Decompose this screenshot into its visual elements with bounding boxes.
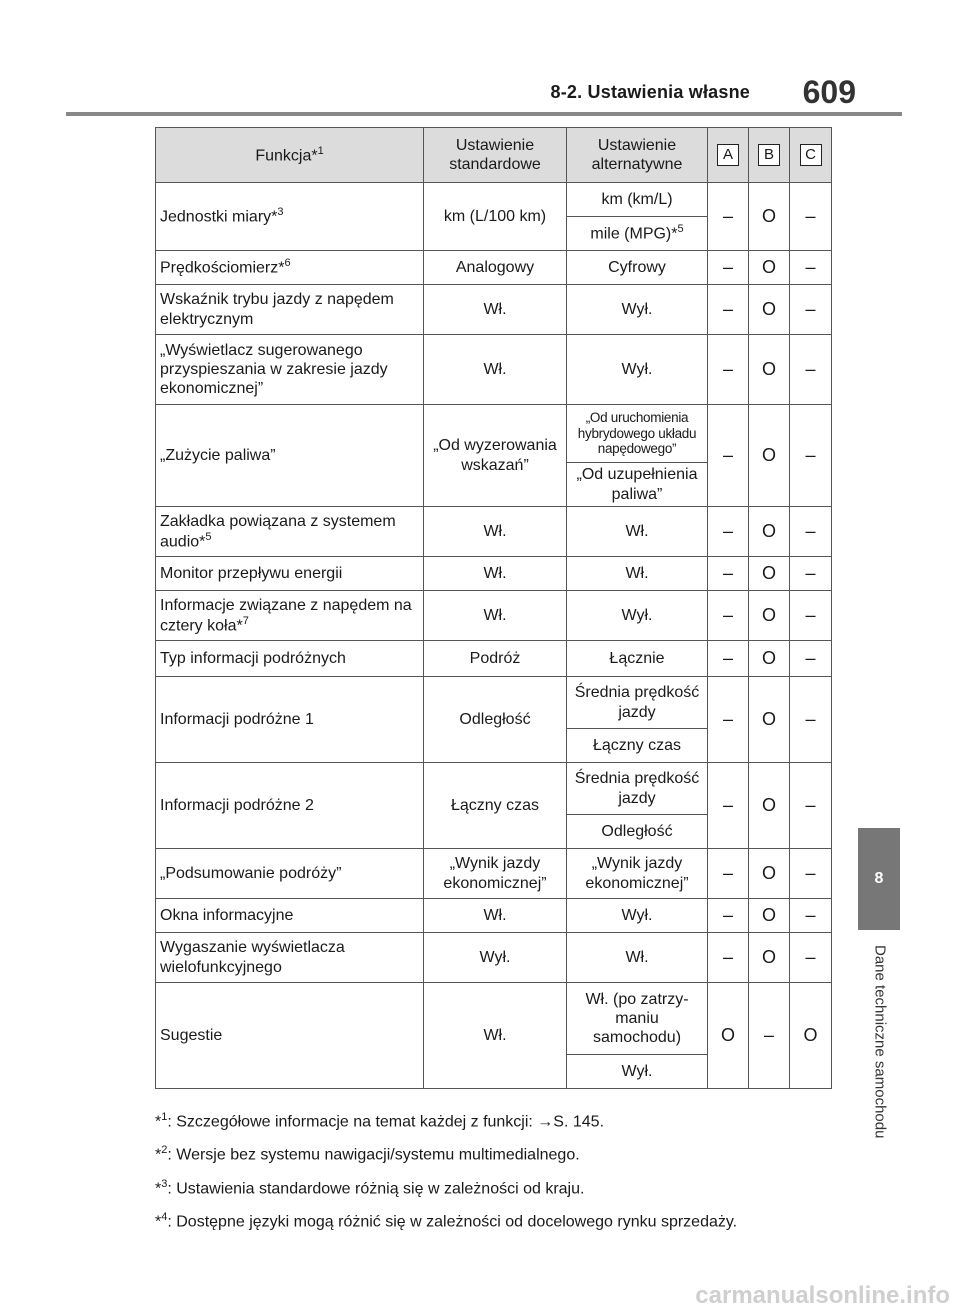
col-b-mark: O xyxy=(749,405,790,507)
header-b: B xyxy=(749,128,790,183)
default-cell: Podróż xyxy=(424,641,567,677)
table-row xyxy=(156,405,832,463)
header-c: C xyxy=(790,128,832,183)
table-row xyxy=(156,507,832,557)
alt-cell: Łącznie xyxy=(567,641,708,677)
chapter-side-label xyxy=(860,945,900,1165)
col-a-mark: – xyxy=(708,285,749,335)
default-cell: Wł. xyxy=(424,983,567,1089)
col-c-mark: – xyxy=(790,933,832,983)
col-a-mark: – xyxy=(708,507,749,557)
alt-cell: km (km/L) xyxy=(567,183,708,217)
col-c-mark: – xyxy=(790,251,832,285)
function-cell: Typ informacji podróżnych xyxy=(156,641,424,677)
settings-table xyxy=(155,127,832,1089)
col-b-mark: O xyxy=(749,849,790,899)
col-c-mark: – xyxy=(790,763,832,849)
col-b-mark: O xyxy=(749,335,790,405)
table-row xyxy=(156,591,832,641)
col-c-mark: – xyxy=(790,557,832,591)
function-cell: Informacji podróżne 2 xyxy=(156,763,424,849)
col-a-mark: – xyxy=(708,591,749,641)
footnotes xyxy=(155,1103,845,1236)
col-b-mark: O xyxy=(749,677,790,763)
alt-cell: „Od uruchomienia hybrydowego układu napędowego” xyxy=(567,405,708,463)
alt-cell: Odległość xyxy=(567,815,708,849)
alt-cell: Wył. xyxy=(567,335,708,405)
function-cell: Wygaszanie wyświetlacza wielofunkcyjnego xyxy=(156,933,424,983)
function-cell: Informacji podróżne 1 xyxy=(156,677,424,763)
col-b-mark: O xyxy=(749,899,790,933)
alt-cell: Wył. xyxy=(567,899,708,933)
default-cell: „Od wyzerowania wskazań” xyxy=(424,405,567,507)
col-b-mark: O xyxy=(749,507,790,557)
table-row xyxy=(156,285,832,335)
col-a-mark: – xyxy=(708,763,749,849)
function-cell: Monitor przepływu energii xyxy=(156,557,424,591)
default-cell: „Wynik jazdy ekonomicznej” xyxy=(424,849,567,899)
page-header xyxy=(0,0,960,120)
chapter-title: Dane techniczne samochodu xyxy=(871,945,889,1139)
table-row xyxy=(156,849,832,899)
footnote-2: *$^2$: Wersje bez systemu nawigacji/systemu multimedialnego. xyxy=(155,1144,580,1164)
default-cell: Wł. xyxy=(424,899,567,933)
footnote-3: *$^3$: Ustawienia standardowe różnią się w zależności od kraju. xyxy=(155,1177,585,1197)
watermark: carmanualsonline.info xyxy=(695,1282,950,1309)
section-title: 8-2. Ustawienia własne xyxy=(550,82,750,102)
default-cell: Wył. xyxy=(424,933,567,983)
col-c-mark: – xyxy=(790,591,832,641)
col-a-mark: O xyxy=(708,983,749,1089)
table-row xyxy=(156,983,832,1055)
alt-cell: Łączny czas xyxy=(567,729,708,763)
function-cell: Zakładka powiązana z systemem audio*$^5$ xyxy=(156,507,424,557)
table-row xyxy=(156,899,832,933)
col-a-mark: – xyxy=(708,849,749,899)
alt-cell: Średnia prędkość jazdy xyxy=(567,677,708,729)
header-function: Funkcja*$^1$ xyxy=(156,128,424,183)
chapter-tab xyxy=(858,828,900,930)
col-c-mark: – xyxy=(790,335,832,405)
col-a-mark: – xyxy=(708,641,749,677)
default-cell: km (L/100 km) xyxy=(424,183,567,251)
table-row xyxy=(156,183,832,217)
alt-cell: „Od uzupełnienia paliwa” xyxy=(567,463,708,507)
function-cell: „Wyświetlacz sugerowanego przyspieszania w zakresie jazdy ekonomicznej” xyxy=(156,335,424,405)
function-cell: Okna informacyjne xyxy=(156,899,424,933)
col-c-mark: – xyxy=(790,849,832,899)
col-c-mark: – xyxy=(790,285,832,335)
default-cell: Wł. xyxy=(424,591,567,641)
table-row xyxy=(156,251,832,285)
default-cell: Wł. xyxy=(424,285,567,335)
col-a-mark: – xyxy=(708,677,749,763)
col-c-mark: – xyxy=(790,641,832,677)
alt-cell: Wł. xyxy=(567,507,708,557)
table-header-row xyxy=(156,128,832,183)
chapter-number: 8 xyxy=(874,870,884,887)
col-a-mark: – xyxy=(708,899,749,933)
header-a: A xyxy=(708,128,749,183)
table-row xyxy=(156,557,832,591)
col-c-mark: – xyxy=(790,507,832,557)
footnote-1: *$^1$: Szczegółowe informacje na temat każdej z funkcji: →S. 145. xyxy=(155,1111,605,1131)
col-a-mark: – xyxy=(708,335,749,405)
col-a-mark: – xyxy=(708,183,749,251)
header-default: Ustawienie standardowe xyxy=(424,128,567,183)
header-alternative: Ustawienie alternatywne xyxy=(567,128,708,183)
alt-cell: Wł. (po zatrzy-maniu samochodu) xyxy=(567,983,708,1055)
alt-cell: mile (MPG)*$^5$ xyxy=(567,217,708,251)
col-b-mark: O xyxy=(749,183,790,251)
alt-cell: Cyfrowy xyxy=(567,251,708,285)
col-b-mark: O xyxy=(749,591,790,641)
function-cell: Wskaźnik trybu jazdy z napędem elektrycznym xyxy=(156,285,424,335)
col-b-mark: O xyxy=(749,933,790,983)
alt-cell: Wył. xyxy=(567,285,708,335)
col-a-mark: – xyxy=(708,405,749,507)
default-cell: Łączny czas xyxy=(424,763,567,849)
alt-cell: „Wynik jazdy ekonomicznej” xyxy=(567,849,708,899)
alt-cell: Wył. xyxy=(567,591,708,641)
page-number: 609 xyxy=(802,74,856,110)
default-cell: Wł. xyxy=(424,507,567,557)
default-cell: Odległość xyxy=(424,677,567,763)
col-b-mark: O xyxy=(749,557,790,591)
col-a-mark: – xyxy=(708,557,749,591)
col-c-mark: – xyxy=(790,183,832,251)
function-cell: Informacje związane z napędem na cztery koła*$^7$ xyxy=(156,591,424,641)
col-c-mark: – xyxy=(790,899,832,933)
table-row xyxy=(156,641,832,677)
col-b-mark: O xyxy=(749,763,790,849)
table-row xyxy=(156,335,832,405)
col-b-mark: O xyxy=(749,285,790,335)
table-row xyxy=(156,763,832,815)
col-c-mark: – xyxy=(790,405,832,507)
table-row xyxy=(156,933,832,983)
function-cell: „Zużycie paliwa” xyxy=(156,405,424,507)
function-cell: Sugestie xyxy=(156,983,424,1089)
col-c-mark: O xyxy=(790,983,832,1089)
function-cell: „Podsumowanie podróży” xyxy=(156,849,424,899)
table-row xyxy=(156,677,832,729)
function-cell: Jednostki miary*$^3$ xyxy=(156,183,424,251)
alt-cell: Wył. xyxy=(567,1055,708,1089)
default-cell: Analogowy xyxy=(424,251,567,285)
header-rule xyxy=(66,112,902,116)
alt-cell: Wł. xyxy=(567,933,708,983)
function-cell: Prędkościomierz*$^6$ xyxy=(156,251,424,285)
footnote-4: *$^4$: Dostępne języki mogą różnić się w zależności od docelowego rynku sprzedaży. xyxy=(155,1210,738,1231)
col-b-mark: – xyxy=(749,983,790,1089)
col-b-mark: O xyxy=(749,641,790,677)
col-b-mark: O xyxy=(749,251,790,285)
col-a-mark: – xyxy=(708,933,749,983)
default-cell: Wł. xyxy=(424,557,567,591)
col-a-mark: – xyxy=(708,251,749,285)
alt-cell: Średnia prędkość jazdy xyxy=(567,763,708,815)
default-cell: Wł. xyxy=(424,335,567,405)
col-c-mark: – xyxy=(790,677,832,763)
alt-cell: Wł. xyxy=(567,557,708,591)
